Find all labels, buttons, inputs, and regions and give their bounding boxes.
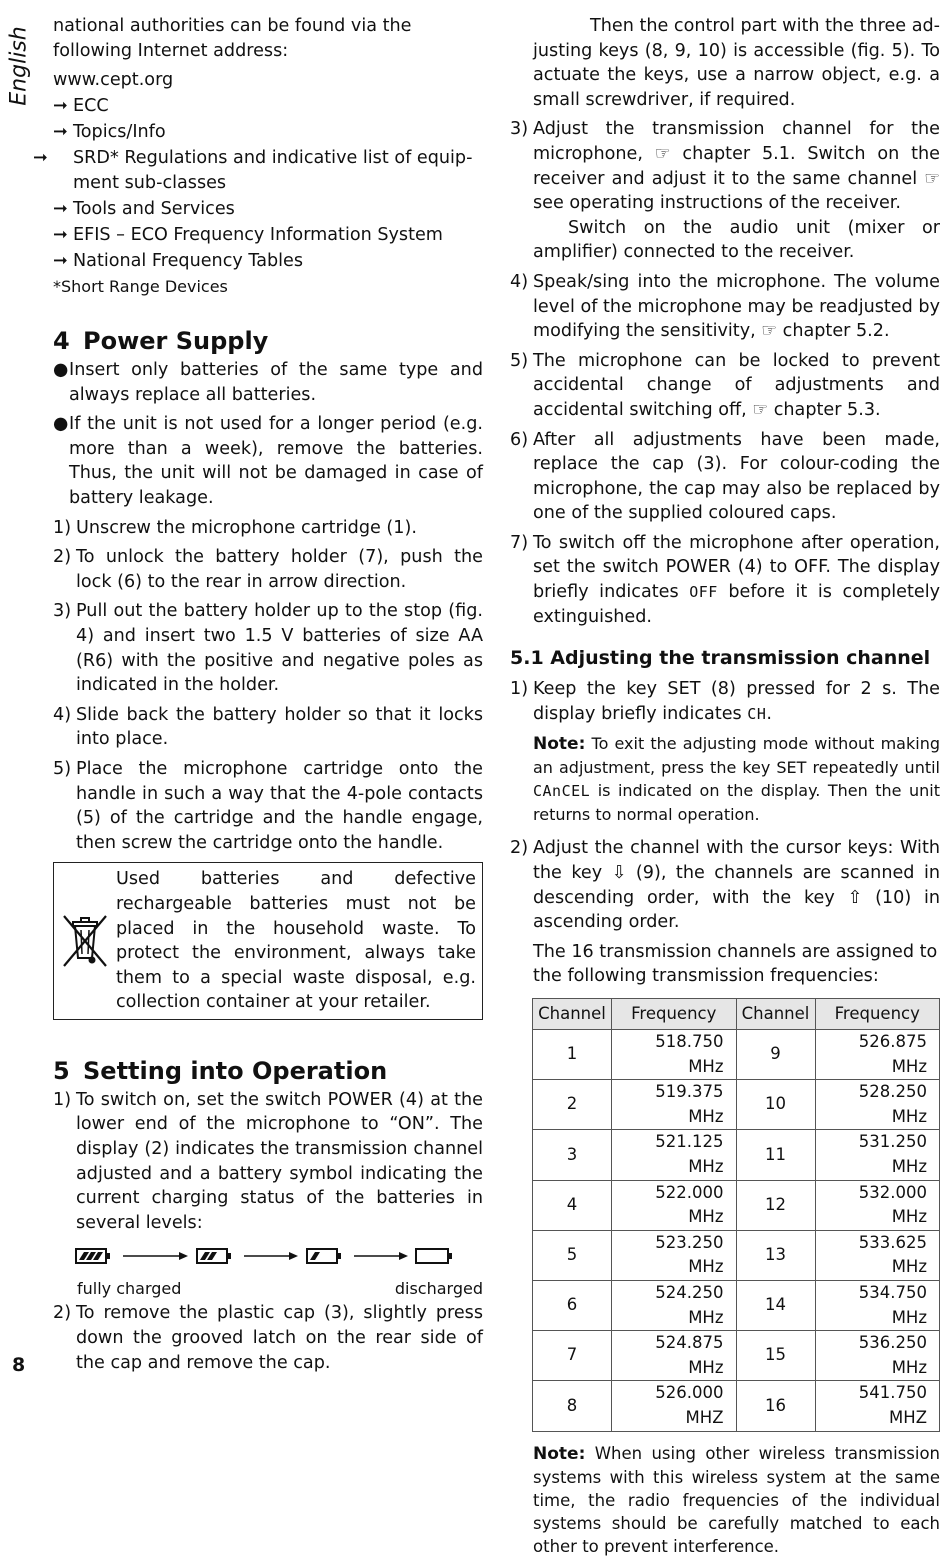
arrow-icon: ➞ bbox=[53, 96, 68, 117]
step-item: 4) Speak/sing into the microphone. The volume level of the microphone may be readjusted by modifying the sensitivity, ☞ chapter 5.2. bbox=[510, 271, 940, 342]
left-column bbox=[33, 14, 483, 1380]
step-item: 5) The microphone can be locked to prevent accidental change of adjustments and accidental switching off, ☞ chapter 5.3. bbox=[510, 350, 940, 420]
disposal-notice-text: Used batteries and defective rechargeable batteries must not be placed in the household waste. To protect the environment, always take them to a special waste disposal, e.g. collection container at your retailer. bbox=[116, 869, 476, 1013]
battery-full-icon bbox=[76, 1249, 110, 1263]
table-row: 1 518.750 MHz 9 526.875 MHz bbox=[533, 1030, 940, 1080]
fully-charged-label: fully charged bbox=[77, 1279, 182, 1299]
footnote: *Short Range Devices bbox=[53, 277, 228, 297]
section-4-heading: 4 Power Supply bbox=[53, 327, 269, 356]
arrow-icon: ➞ bbox=[53, 251, 68, 272]
link-item: ➞ Tools and Services bbox=[53, 197, 483, 222]
link-item: ➞ EFIS – ECO Frequency Information System bbox=[53, 223, 483, 248]
note-exit-adjusting: Note: To exit the adjusting mode without making an adjustment, press the key SET repeatedly until CAnCEL is indicated on the display. Then the unit returns to normal operation. bbox=[533, 734, 940, 825]
continuation-text: Then the control part with the three adjusting keys (8, 9, 10) is accessible (fig. 5). To actuate the keys, use a narrow object, e.g. a small screwdriver, if required. bbox=[533, 16, 941, 110]
table-row: 8 526.000 MHZ 16 541.750 MHZ bbox=[533, 1381, 940, 1431]
table-row: 3 521.125 MHz 11 531.250 MHz bbox=[533, 1130, 940, 1180]
table-row: 2 519.375 MHz 10 528.250 MHz bbox=[533, 1080, 940, 1130]
cept-url: www.cept.org bbox=[53, 70, 174, 91]
arrow-icon: ➞ bbox=[33, 148, 48, 169]
link-item: ➞ ECC bbox=[53, 94, 483, 119]
side-language-label: English bbox=[6, 25, 32, 106]
page-number: 8 bbox=[12, 1354, 26, 1376]
table-row: 6 524.250 MHz 14 534.750 MHz bbox=[533, 1280, 940, 1330]
step-item: 7) To switch off the microphone after operation, set the switch POWER (4) to OFF. The display briefly indicates OFF before it is completely extinguished. bbox=[510, 532, 940, 627]
arrow-icon: ➞ bbox=[53, 122, 68, 143]
table-row: 5 523.250 MHz 13 533.625 MHz bbox=[533, 1230, 940, 1280]
note-wireless-systems: Note: When using other wireless transmission systems with this wireless system at the same time, the radio frequencies of the individual systems should be carefully matched to each other to prevent interference. bbox=[533, 1443, 940, 1556]
discharged-label: discharged bbox=[394, 1279, 483, 1299]
step-item: 1) Keep the key SET (8) pressed for 2 s. The display briefly indicates CH. bbox=[510, 679, 940, 724]
section-5-1-heading: 5.1 Adjusting the transmission channel bbox=[510, 647, 931, 670]
table-row: 7 524.875 MHz 15 536.250 MHz bbox=[533, 1331, 940, 1381]
step-item: 2) To unlock the battery holder (7), push the lock (6) to the rear in arrow direction. bbox=[53, 547, 483, 592]
crossed-bin-icon bbox=[54, 867, 116, 1015]
link-list bbox=[33, 94, 483, 274]
disposal-notice-box bbox=[53, 862, 483, 1020]
table-row: 4 522.000 MHz 12 532.000 MHz bbox=[533, 1180, 940, 1230]
step-item: 4) Slide back the battery holder so that it locks into place. bbox=[53, 704, 483, 750]
battery-level-diagram bbox=[53, 1241, 483, 1301]
link-item: ➞ Topics/Info bbox=[53, 120, 483, 145]
lcd-off-text: OFF bbox=[689, 583, 718, 602]
table-intro: The 16 transmission channels are assigned to the following transmission frequencies: bbox=[533, 941, 938, 987]
battery-empty-icon bbox=[416, 1249, 452, 1263]
step-item: 5) Place the microphone cartridge onto the handle in such a way that the 4-pole contacts (5) of the cartridge and the handle engage, then screw the cartridge onto the handle. bbox=[53, 758, 483, 853]
lcd-ch-text: CH bbox=[747, 704, 767, 723]
arrow-icon: ➞ bbox=[53, 225, 68, 246]
step-item: 2) To remove the plastic cap (3), slightly press down the grooved latch on the rear side of the cap and remove the cap. bbox=[53, 1303, 483, 1373]
lcd-cancel-text: CAnCEL bbox=[533, 782, 591, 801]
step-item: 1) Unscrew the microphone cartridge (1). bbox=[53, 517, 417, 538]
step-item: 6) After all adjustments have been made, replace the cap (3). For colour-coding the microphone, the cap may also be replaced by one of the supplied coloured caps. bbox=[510, 429, 940, 524]
bullet-item: ● Insert only batteries of the same type and always replace all batteries. bbox=[53, 360, 483, 405]
battery-two-thirds-icon bbox=[197, 1249, 231, 1263]
intro-text: national authorities can be found via the following Internet address: bbox=[53, 16, 412, 61]
step-item: 2) Adjust the channel with the cursor keys: With the key ⇩ (9), the channels are scanned in descending order, with the key ⇧ (10) in ascending order. bbox=[510, 838, 940, 933]
step-item: 1) To switch on, set the switch POWER (4) at the lower end of the microphone to “ON”. The display (2) indicates the transmission channel adjusted and a battery symbol indicating the current charging status of the batteries in several levels: bbox=[53, 1089, 483, 1233]
right-column bbox=[510, 14, 940, 1568]
link-item: ➞ SRD* Regulations and indicative list of equipment sub-classes bbox=[33, 148, 473, 194]
battery-one-third-icon bbox=[307, 1249, 341, 1263]
link-item: ➞ National Frequency Tables bbox=[53, 249, 483, 274]
table-header-row: Channel Frequency Channel Frequency bbox=[533, 999, 940, 1030]
channel-frequency-table bbox=[532, 998, 940, 1432]
step-item: 3) Adjust the transmission channel for the microphone, ☞ chapter 5.1. Switch on the receiver and adjust it to the same channel ☞ see operating instructions of the receiver. bbox=[510, 119, 940, 214]
arrow-icon: ➞ bbox=[53, 199, 68, 220]
bullet-item: ● If the unit is not used for a longer period (e.g. more than a week), remove the batteries. Thus, the unit will not be damaged in case of battery leakage. bbox=[53, 414, 483, 508]
section-5-heading: 5 Setting into Operation bbox=[53, 1056, 388, 1085]
step-item: 3) Pull out the battery holder up to the stop (fig. 4) and insert two 1.5 V batteries of size AA (R6) with the positive and negative poles as indicated in the holder. bbox=[53, 601, 483, 696]
step-3-continuation: Switch on the audio unit (mixer or amplifier) connected to the receiver. bbox=[533, 217, 940, 263]
